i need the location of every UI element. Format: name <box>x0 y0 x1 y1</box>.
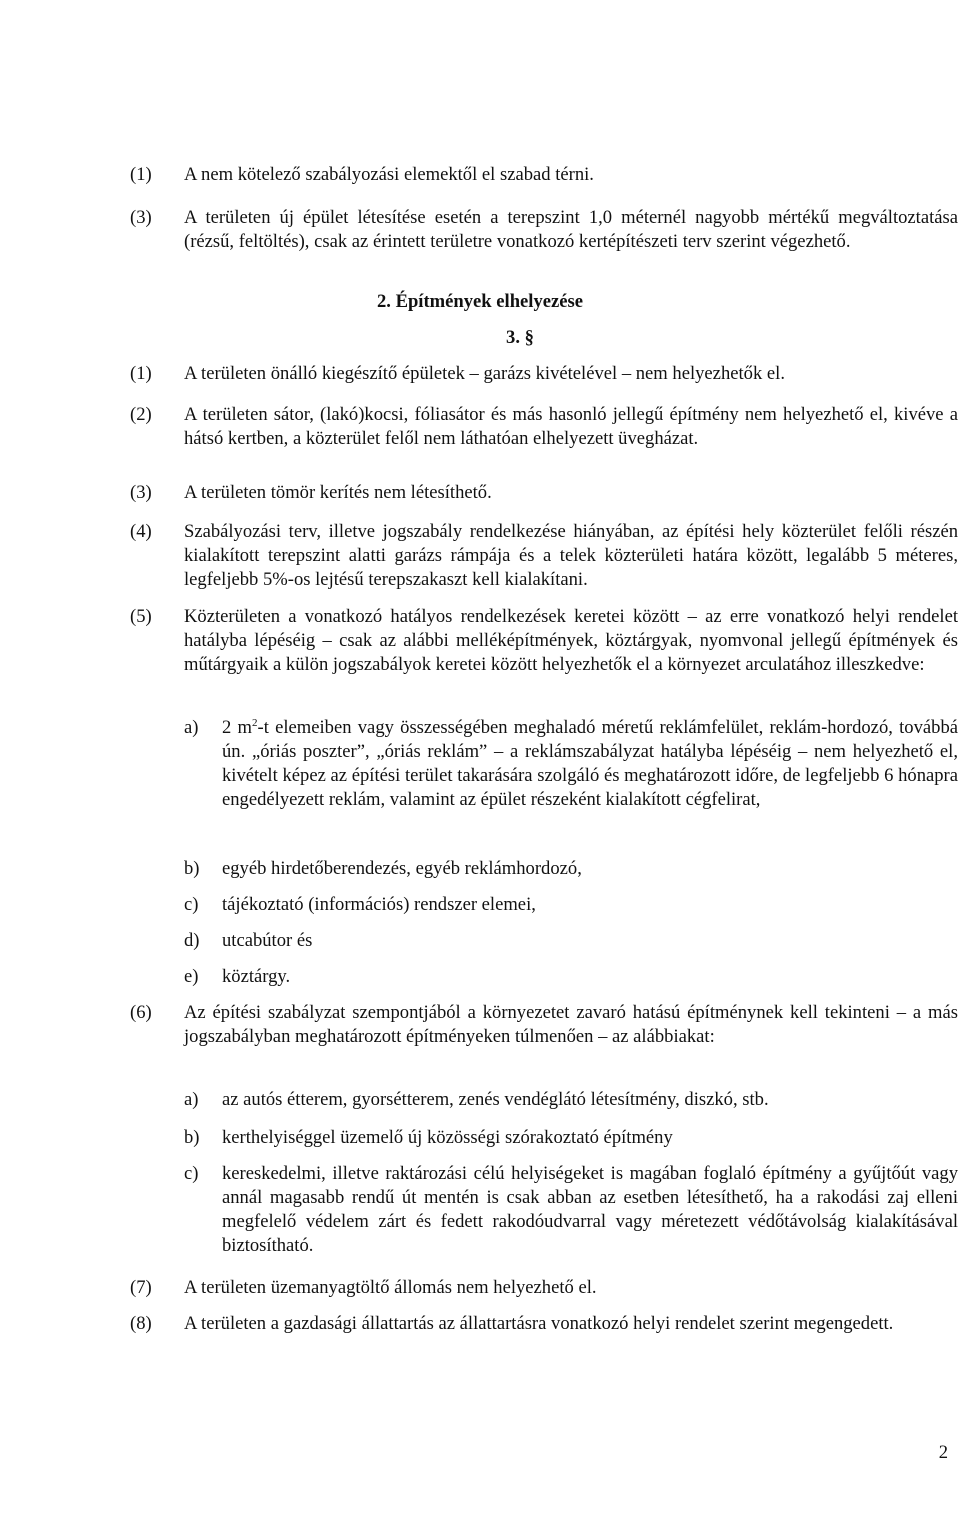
list-item-text: tájékoztató (információs) rendszer elemei, <box>222 894 536 915</box>
list-item <box>184 929 958 953</box>
paragraph-text: A területen tömör kerítés nem létesíthető. <box>184 482 492 503</box>
paragraph <box>130 1276 958 1300</box>
paragraph-number: (1) <box>130 164 152 185</box>
list-item-label: b) <box>184 1127 200 1148</box>
paragraph-text: A területen új épület létesítése esetén a terepszint 1,0 méternél nagyobb mértékű megváltoztatása (rézsű, feltöltés), csak az érintett területre vonatkozó kertépítészeti terv szerint végezhető. <box>184 207 958 252</box>
list-item-text: köztárgy. <box>222 966 291 987</box>
paragraph-text: A területen a gazdasági állattartás az állattartásra vonatkozó helyi rendelet szerint megengedett. <box>184 1313 894 1334</box>
list-item <box>184 716 958 812</box>
text-segment: 2 m <box>222 717 253 738</box>
list-item <box>184 1088 958 1112</box>
paragraph-text: Az építési szabályzat szempontjából a környezetet zavaró hatású építménynek kell tekinteni – a más jogszabályban meghatározott építményeken túlmenően – az alábbiakat: <box>184 1002 958 1047</box>
list-item <box>184 857 958 881</box>
paragraph-number: (4) <box>130 521 152 542</box>
text-segment: -t elemeiben vagy összességében meghaladó méretű reklámfelület, reklám-hordozó, továbbá ún. „óriás poszter”, „óriás reklám” – a reklámszabályzat hatályba lépéséig – nem helyezhető el, kivételt képez az építési terület takarására szolgáló és meghatározott időre, de legfeljebb 6 hónapra engedélyezett reklám, valamint az épület részeként kialakított cégfelirat, <box>222 717 958 810</box>
list-item-text: egyéb hirdetőberendezés, egyéb reklámhordozó, <box>222 858 582 879</box>
list-item-text <box>222 716 958 812</box>
list-item-label: a) <box>184 1089 199 1110</box>
paragraph <box>130 1001 958 1049</box>
paragraph-number: (5) <box>130 606 152 627</box>
list-item <box>184 1126 958 1150</box>
paragraph <box>130 481 958 505</box>
paragraph <box>130 362 958 386</box>
list-item-label: d) <box>184 930 200 951</box>
paragraph-text: A területen sátor, (lakó)kocsi, fóliasátor és más hasonló jellegű építmény nem helyezhető el, kivéve a hátsó kertben, a közterület felől nem láthatóan elhelyezett üvegházat. <box>184 404 958 449</box>
list-item-label: c) <box>184 894 199 915</box>
list-item-text: kerthelyiséggel üzemelő új közösségi szórakoztató építmény <box>222 1127 673 1148</box>
list-item <box>184 965 958 989</box>
list-item-label: a) <box>184 717 199 738</box>
paragraph <box>130 403 958 451</box>
paragraph-number: (7) <box>130 1277 152 1298</box>
page-number: 2 <box>938 1442 948 1463</box>
list-item <box>184 893 958 917</box>
paragraph-number: (3) <box>130 207 152 228</box>
list-item-text: az autós étterem, gyorsétterem, zenés vendéglátó létesítmény, diszkó, stb. <box>222 1089 769 1110</box>
list-item-text: kereskedelmi, illetve raktározási célú helyiségeket is magában foglaló építmény a gyűjtőút vagy annál magasabb rendű út mentén is csak abban az esetben létesíthető, ha a rakodási zaj elleni megfelelő védelem zárt és fedett rakodóudvarral vagy méretezett védőtávolság kialakításával biztosítható. <box>222 1163 958 1256</box>
paragraph <box>130 206 958 254</box>
paragraph-number: (2) <box>130 404 152 425</box>
paragraph-text: A nem kötelező szabályozási elemektől el szabad térni. <box>184 164 594 185</box>
paragraph <box>130 520 958 592</box>
paragraph <box>130 1312 958 1336</box>
list-item-label: b) <box>184 858 200 879</box>
section-mark: 3. § <box>506 327 534 348</box>
paragraph <box>130 605 958 677</box>
paragraph-text: A területen önálló kiegészítő épületek – garázs kivételével – nem helyezhetők el. <box>184 363 785 384</box>
paragraph-text: A területen üzemanyagtöltő állomás nem helyezhető el. <box>184 1277 597 1298</box>
paragraph-text: Szabályozási terv, illetve jogszabály rendelkezése hiányában, az építési hely közterület felőli részén kialakított terepszint alatti garázs rámpája és a telek közterületi határa között, legalább 5 méteres, legfeljebb 5%-os lejtésű terepszakaszt kell kialakítani. <box>184 521 958 590</box>
list-item-text: utcabútor és <box>222 930 313 951</box>
list-item <box>184 1162 958 1258</box>
paragraph-number: (6) <box>130 1002 152 1023</box>
list-item-label: c) <box>184 1163 199 1184</box>
paragraph-number: (3) <box>130 482 152 503</box>
list-item-label: e) <box>184 966 199 987</box>
paragraph <box>130 163 958 187</box>
paragraph-number: (8) <box>130 1313 152 1334</box>
paragraph-number: (1) <box>130 363 152 384</box>
section-heading: 2. Építmények elhelyezése <box>376 291 584 312</box>
paragraph-text: Közterületen a vonatkozó hatályos rendelkezések keretei között – az erre vonatkozó helyi rendelet hatályba lépéséig – csak az alábbi melléképítmények, köztárgyak, nyomvonal jellegű építmények és műtárgyaik a külön jogszabályok keretei között helyezhetők el a környezet arculatához illeszkedve: <box>184 606 958 675</box>
superscript: 2 <box>252 717 258 729</box>
